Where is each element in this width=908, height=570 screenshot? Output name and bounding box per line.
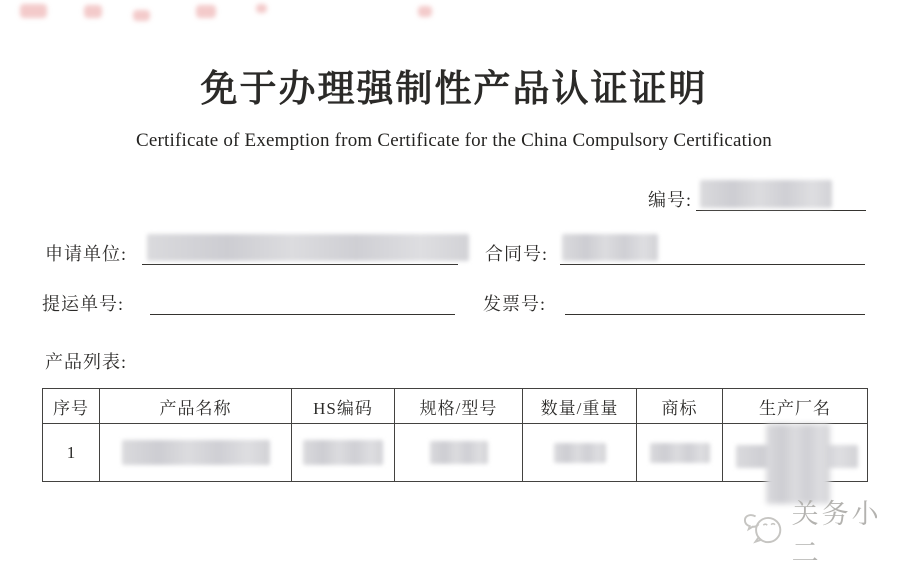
- cell-hs-code: [292, 424, 395, 482]
- certificate-title-cn: 免于办理强制性产品认证证明: [200, 69, 708, 110]
- col-header-index: 序号: [43, 389, 100, 424]
- applicant-redacted-value: [147, 234, 469, 261]
- contract-number-redacted-value: [562, 234, 658, 261]
- scan-artifact: [418, 6, 432, 17]
- col-header-quantity-weight: 数量/重量: [523, 389, 637, 424]
- table-header-row: [43, 389, 868, 424]
- scan-artifact: [84, 5, 102, 18]
- cell-quantity-weight: [523, 424, 637, 482]
- watermark: [742, 492, 908, 570]
- cell-trademark: [637, 424, 723, 482]
- invoice-number-label: 发票号:: [483, 294, 547, 314]
- redacted-quantity-weight: [554, 443, 606, 463]
- invoice-number-field: [565, 290, 865, 315]
- col-header-product-name: 产品名称: [100, 389, 292, 424]
- lading-number-field: [150, 290, 455, 315]
- redacted-trademark: [650, 443, 710, 463]
- scan-artifact: [20, 4, 47, 18]
- redacted-hs-code: [303, 440, 383, 465]
- chat-bubbles-logo-icon: [742, 511, 787, 551]
- contract-number-label: 合同号:: [485, 244, 549, 264]
- watermark-text: 关务小二: [791, 499, 882, 568]
- col-header-trademark: 商标: [637, 389, 723, 424]
- scan-artifact: [133, 10, 150, 21]
- serial-number-redacted-value: [700, 180, 832, 208]
- cell-spec-model: [395, 424, 523, 482]
- col-header-hs-code: HS编码: [292, 389, 395, 424]
- cell-product-name: [100, 424, 292, 482]
- certificate-title-en: Certificate of Exemption from Certificate for the China Compulsory Certification: [136, 130, 772, 151]
- applicant-label: 申请单位:: [45, 244, 128, 264]
- scan-artifact: [196, 5, 216, 18]
- col-header-manufacturer: 生产厂名: [723, 389, 868, 424]
- serial-number-label: 编号:: [648, 190, 693, 210]
- col-header-spec-model: 规格/型号: [395, 389, 523, 424]
- lading-number-label: 提运单号:: [42, 294, 125, 314]
- scan-artifact: [256, 4, 267, 13]
- redacted-product-name: [122, 440, 270, 465]
- product-list-label: 产品列表:: [45, 352, 128, 372]
- cell-index: 1: [43, 424, 100, 482]
- redacted-spec-model: [430, 441, 488, 464]
